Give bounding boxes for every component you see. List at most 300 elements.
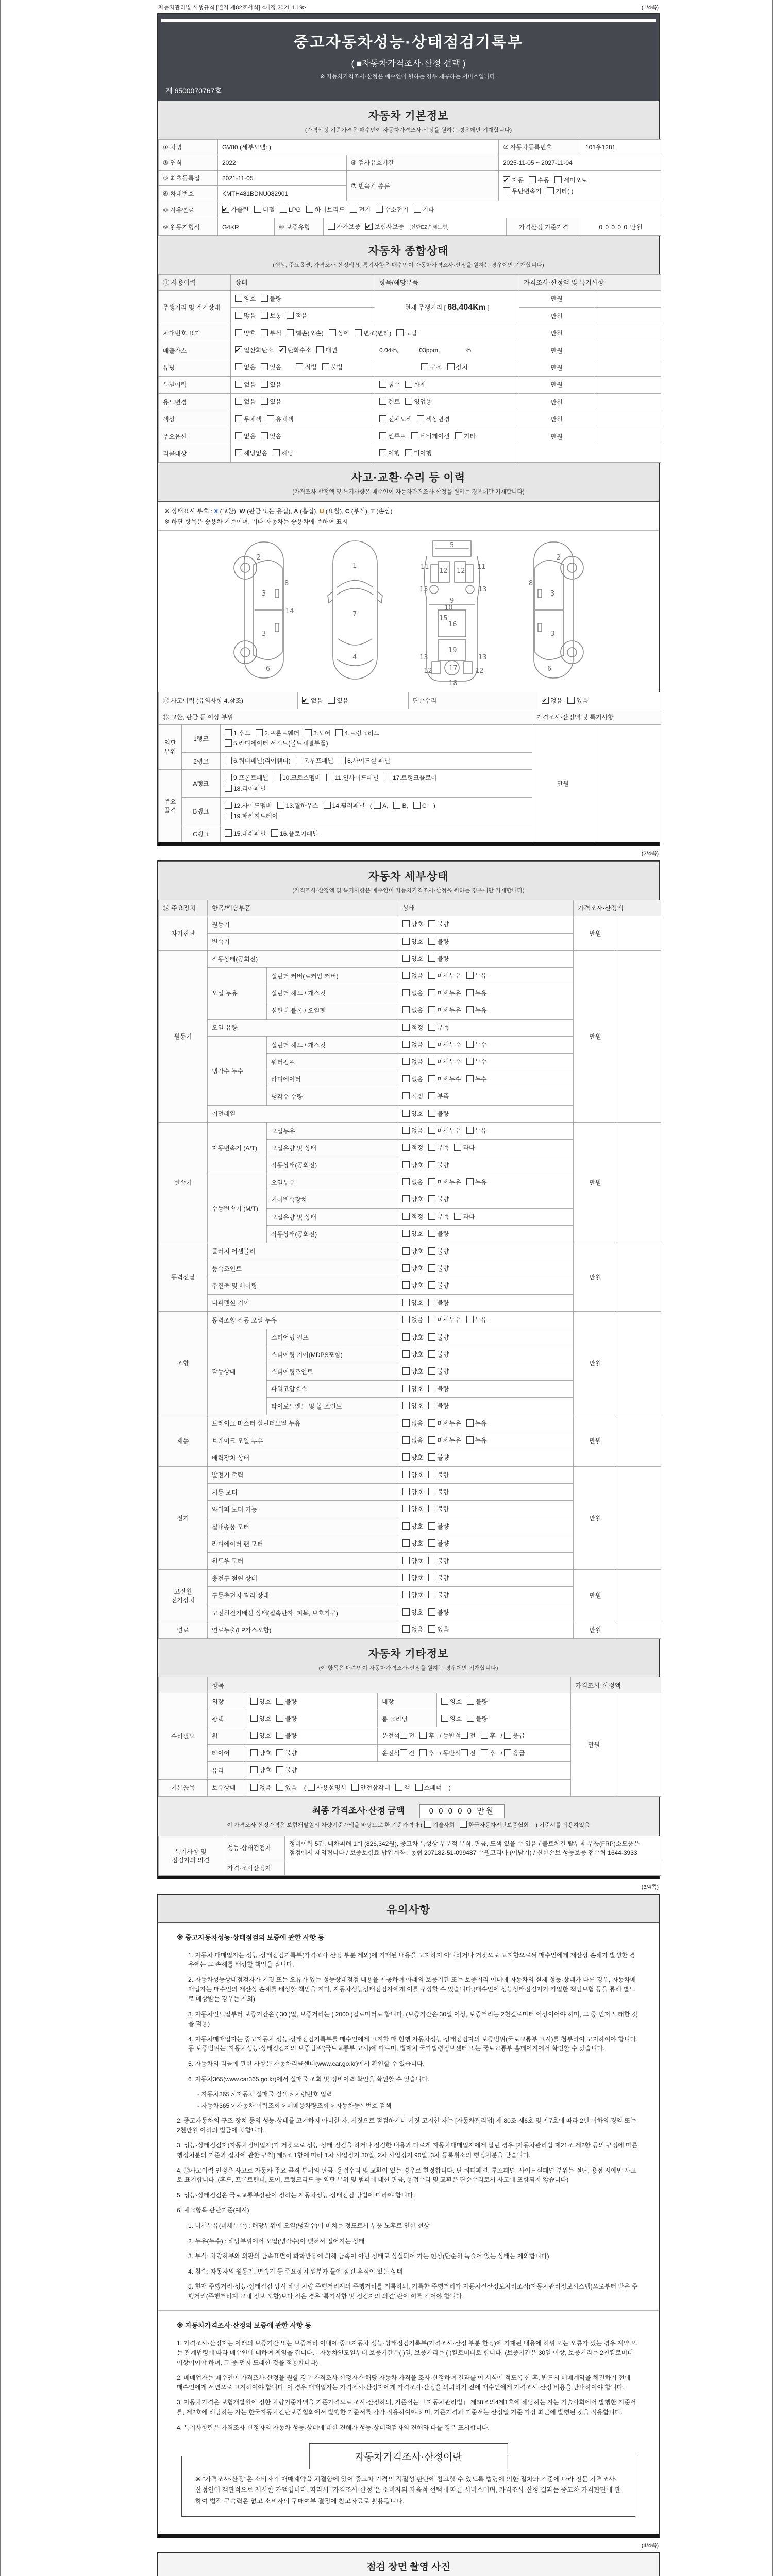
- checkbox-option[interactable]: 없음: [235, 362, 256, 372]
- checkbox-option[interactable]: 불량: [428, 1160, 449, 1171]
- checkbox-option[interactable]: 장치: [447, 362, 468, 372]
- checkbox-option[interactable]: 있음: [428, 1624, 449, 1635]
- checkbox-option[interactable]: 하이브리드: [306, 205, 345, 215]
- table-row: [159, 1860, 661, 1875]
- checkbox-option[interactable]: 9.프론트패널: [225, 773, 268, 783]
- checkbox-box: [225, 774, 232, 781]
- checkbox-option[interactable]: 양호: [250, 1714, 271, 1724]
- checkbox-box: [276, 1732, 283, 1739]
- checkbox-option[interactable]: 양호: [402, 1452, 423, 1463]
- checkbox-option[interactable]: 불량: [428, 1298, 449, 1308]
- checkbox-option[interactable]: 적정: [402, 1143, 423, 1153]
- checkbox-option[interactable]: 불법: [322, 362, 343, 372]
- checkbox-option[interactable]: 적정: [402, 1023, 423, 1033]
- checkbox-option[interactable]: 없음: [402, 988, 423, 998]
- form-cell: 작동상태: [208, 1329, 267, 1415]
- checkbox-box: [402, 1247, 410, 1255]
- checkbox-option[interactable]: 있음: [276, 1783, 297, 1793]
- checkbox-option[interactable]: 양호: [441, 1714, 462, 1724]
- checkbox-box: [329, 329, 336, 336]
- checkbox-box: [428, 1505, 435, 1512]
- checkbox-option[interactable]: 한국자동차진단보증협회: [460, 1821, 529, 1831]
- section-basic-info: [158, 101, 659, 140]
- checkbox-option[interactable]: 누유: [466, 988, 487, 998]
- checkbox-option[interactable]: 양호: [402, 1487, 423, 1497]
- checkbox-option[interactable]: 기술사회: [424, 1821, 455, 1831]
- checkbox-option[interactable]: 양호: [250, 1748, 271, 1758]
- notice-item: 1. 자동차 매매업자는 성능·상태점검기록부(가격조사·산정 부분 제외)에 기재된 내용을 고지하지 아니하거나 거짓으로 고지함으로써 매수인에게 재산상 손해가 발생한 경우에는 그 손해를 배상할 책임을 집니다.: [188, 1951, 635, 1969]
- checkbox-option[interactable]: 불량: [428, 1487, 449, 1497]
- checkbox-option[interactable]: 사용설명서: [308, 1783, 346, 1793]
- checkbox-option[interactable]: 누수: [466, 1057, 487, 1067]
- checkbox-option[interactable]: 누수: [466, 1040, 487, 1050]
- checkbox-option[interactable]: 13.휠하우스: [277, 801, 318, 811]
- checkbox-option[interactable]: 누유: [466, 1126, 487, 1136]
- checkbox-option[interactable]: 17.트렁크플로어: [384, 773, 437, 783]
- checkbox-option[interactable]: ✔자동: [503, 175, 524, 185]
- checkbox-option[interactable]: 미세누유: [428, 1177, 461, 1188]
- form-cell: 와이퍼 모터 기능: [208, 1501, 398, 1518]
- checkbox-option[interactable]: 썬루프: [379, 431, 406, 442]
- checkbox-option[interactable]: 불량: [276, 1765, 297, 1775]
- checkbox-option[interactable]: 없음: [402, 1624, 423, 1635]
- checkbox-option[interactable]: 양호: [402, 1607, 423, 1618]
- form-cell: [398, 1277, 574, 1294]
- checkbox-option[interactable]: 미세누수: [428, 1057, 461, 1067]
- checkbox-box: [235, 346, 242, 353]
- checkbox-option[interactable]: 영업용: [405, 397, 432, 407]
- checkbox-option[interactable]: 없음: [402, 1074, 423, 1084]
- checkbox-option[interactable]: 안전삼각대: [351, 1783, 390, 1793]
- checkbox-box: [402, 1539, 410, 1547]
- text-span: ※ 상태표시 부호 :: [164, 507, 214, 515]
- checkbox-box: [402, 1110, 410, 1117]
- checkbox-option[interactable]: 네비게이션: [411, 431, 450, 442]
- checkbox-option[interactable]: 미세누유: [428, 988, 461, 998]
- checkbox-option[interactable]: 유채색: [267, 414, 294, 425]
- checkbox-option[interactable]: 불량: [428, 1573, 449, 1583]
- checkbox-option[interactable]: 미세누수: [428, 1074, 461, 1084]
- checkbox-option[interactable]: 기타: [414, 205, 434, 215]
- form-cell: [594, 342, 661, 359]
- checkbox-option[interactable]: 불량: [428, 1384, 449, 1394]
- checkbox-option[interactable]: 색상변경: [417, 414, 449, 425]
- checkbox-option[interactable]: 8.사이드실 패널: [339, 756, 390, 766]
- checkbox-option[interactable]: ✔ 가솔린: [222, 205, 249, 215]
- checkbox-option[interactable]: 불량: [428, 1349, 449, 1360]
- checkbox-option[interactable]: 없음: [402, 1126, 423, 1136]
- form-cell: 구동축전지 격리 상태: [208, 1587, 398, 1604]
- checkbox-option[interactable]: 양호: [250, 1765, 271, 1775]
- checkbox-option[interactable]: 세미오토: [554, 175, 587, 185]
- form-cell: [231, 308, 375, 325]
- checkbox-option[interactable]: 후: [419, 1748, 434, 1758]
- checkbox-option[interactable]: 양호: [402, 1366, 423, 1377]
- form-cell: [398, 1157, 574, 1174]
- checkbox-option[interactable]: 부식: [261, 328, 281, 338]
- checkbox-option[interactable]: 훼손(오손): [287, 328, 323, 338]
- checkbox-option[interactable]: 양호: [402, 1538, 423, 1549]
- checkbox-option[interactable]: 불량: [428, 1109, 449, 1119]
- checkbox-option[interactable]: 누유: [466, 1435, 487, 1446]
- checkbox-option[interactable]: 해당없음: [235, 448, 267, 459]
- checkbox-option[interactable]: 1.후드: [225, 728, 250, 738]
- checkbox-option[interactable]: 2.프론트휀더: [256, 728, 299, 738]
- checkbox-option[interactable]: 디젤: [254, 205, 275, 215]
- checkbox-option[interactable]: ✔ 탄화수소: [279, 345, 311, 355]
- form-cell: 브레이크 마스터 실린더오일 누유: [208, 1415, 398, 1432]
- checkbox-box: [402, 1006, 410, 1013]
- checkbox-option[interactable]: 없음: [402, 1177, 423, 1188]
- checkbox-option[interactable]: 누유: [466, 1315, 487, 1325]
- checkbox-option[interactable]: 전: [400, 1731, 415, 1741]
- checkbox-box: [402, 1505, 410, 1512]
- checkbox-option[interactable]: 불량: [428, 1538, 449, 1549]
- checkbox-option[interactable]: 기타: [455, 431, 476, 442]
- form-cell: [398, 1226, 574, 1243]
- checkbox-option[interactable]: 무채색: [235, 414, 262, 425]
- checkbox-option[interactable]: 응급: [504, 1748, 525, 1758]
- checkbox-option[interactable]: 과다: [454, 1143, 475, 1153]
- checkbox-option[interactable]: 침수: [379, 380, 400, 390]
- checkbox-option[interactable]: 불량: [467, 1714, 488, 1724]
- form-cell: ② 자동차등록번호: [499, 140, 581, 155]
- checkbox-option[interactable]: 없음: [250, 1783, 271, 1793]
- form-cell: [231, 445, 375, 462]
- form-cell: [375, 376, 519, 393]
- checkbox-option[interactable]: 양호: [402, 919, 423, 929]
- checkbox-option[interactable]: 해당: [273, 448, 293, 459]
- checkbox-option[interactable]: 10.크로스멤버: [274, 773, 321, 783]
- checkbox-option[interactable]: 무단변속기: [503, 186, 542, 196]
- checkbox-option[interactable]: 불량: [428, 1332, 449, 1343]
- form-cell: 만원: [519, 376, 594, 393]
- form-cell: [398, 933, 574, 950]
- checkbox-option[interactable]: 보통: [261, 311, 281, 321]
- checkbox-option[interactable]: 양호: [402, 954, 423, 964]
- checkbox-option[interactable]: 없음: [235, 397, 256, 407]
- checkbox-option[interactable]: 양호: [402, 1280, 423, 1291]
- checkbox-option[interactable]: 구조: [421, 362, 442, 372]
- checkbox-option[interactable]: 19.패키지트레이: [225, 811, 278, 821]
- form-cell: 라디에이터: [267, 1071, 398, 1088]
- section-detail-state: [158, 861, 659, 900]
- form-cell: [617, 916, 661, 951]
- checkbox-box: [261, 432, 268, 439]
- checkbox-option[interactable]: 상이: [329, 328, 349, 338]
- form-cell: [231, 290, 375, 307]
- checkbox-option[interactable]: 적정: [402, 1212, 423, 1222]
- checkbox-option[interactable]: 부족: [428, 1212, 449, 1222]
- checkbox-option[interactable]: C: [413, 801, 427, 811]
- checkbox-option[interactable]: 양호: [402, 1109, 423, 1119]
- checkbox-option[interactable]: 없음: [402, 971, 423, 981]
- section-subtitle: (가격조사·산정액 및 특기사항은 매수인이 자동차가격조사·산정을 원하는 경우에만 기재합니다): [292, 488, 525, 495]
- checkbox-option[interactable]: LPG: [280, 205, 301, 215]
- checkbox-option[interactable]: 불량: [428, 1470, 449, 1480]
- checkbox-option[interactable]: 수소전기: [376, 205, 408, 215]
- checkbox-option[interactable]: 없음: [402, 1315, 423, 1325]
- form-cell: [398, 1329, 574, 1346]
- checkbox-option[interactable]: 불량: [276, 1748, 297, 1758]
- checkbox-option[interactable]: 양호: [402, 1556, 423, 1566]
- checkbox-option[interactable]: 미세누유: [428, 1418, 461, 1429]
- checkbox-option[interactable]: 누유: [466, 971, 487, 981]
- checkbox-option[interactable]: 미세누수: [428, 1040, 461, 1050]
- checkbox-option[interactable]: 화재: [405, 380, 426, 390]
- checkbox-option[interactable]: 7.루프패널: [296, 756, 333, 766]
- checkbox-option[interactable]: 불량: [467, 1697, 488, 1707]
- checkbox-option[interactable]: 전체도색: [379, 414, 412, 425]
- table-row: [159, 1677, 661, 1693]
- checkbox-option[interactable]: 양호: [402, 1401, 423, 1411]
- checkbox-option[interactable]: 변조(변타): [355, 328, 391, 338]
- checkbox-option[interactable]: ✔ 없음: [542, 696, 562, 706]
- checkbox-option[interactable]: 렌트: [379, 397, 400, 407]
- checkbox-box: [466, 1006, 474, 1013]
- form-cell: 수동변속기 (M/T): [208, 1174, 267, 1243]
- checkbox-option[interactable]: 18.리어패널: [225, 784, 266, 794]
- form-cell: 만원: [519, 325, 594, 342]
- svg-text:2: 2: [556, 553, 561, 562]
- checkbox-option[interactable]: 미이행: [405, 448, 432, 459]
- checkbox-option[interactable]: 잭: [395, 1783, 410, 1793]
- basic-info-table-row3-table: [158, 170, 661, 201]
- checkbox-option[interactable]: 부족: [428, 1143, 449, 1153]
- checkbox-option[interactable]: 양호: [402, 1504, 423, 1514]
- form-cell: ⑧ 사용연료: [159, 201, 218, 218]
- svg-text:17: 17: [448, 664, 458, 672]
- checkbox-option[interactable]: 있음: [328, 696, 348, 706]
- checkbox-option[interactable]: 전: [400, 1748, 415, 1758]
- form-cell: [221, 825, 532, 842]
- checkbox-box: [428, 1006, 435, 1013]
- basic-info-table-row1-table: [158, 139, 661, 155]
- basic-info-table-row1: [158, 139, 659, 155]
- form-cell: [231, 428, 375, 445]
- form-cell: [617, 1693, 661, 1796]
- form-cell: 만원: [519, 411, 594, 428]
- checkbox-option[interactable]: 11.인사이드패널: [326, 773, 379, 783]
- checkbox-option[interactable]: 불량: [261, 294, 281, 304]
- checkbox-option[interactable]: 도말: [396, 328, 417, 338]
- checkbox-option[interactable]: 이행: [379, 448, 400, 459]
- checkbox-box: [481, 1732, 488, 1739]
- form-cell: 실린더 헤드 / 개스킷: [267, 985, 398, 1002]
- checkbox-option[interactable]: 양호: [402, 1349, 423, 1360]
- text-span: T: [371, 507, 375, 515]
- checkbox-box: [276, 1698, 283, 1705]
- checkbox-box: [402, 1075, 410, 1082]
- checkbox-option[interactable]: 불량: [276, 1714, 297, 1724]
- form-cell: 만원: [532, 725, 594, 842]
- checkbox-option[interactable]: ✔ 보험사보증: [365, 222, 404, 232]
- form-cell: [437, 1710, 571, 1727]
- checkbox-box: [554, 176, 562, 183]
- checkbox-box: [466, 972, 474, 979]
- checkbox-option[interactable]: 후: [481, 1748, 496, 1758]
- checkbox-option[interactable]: 없음: [402, 1040, 423, 1050]
- checkbox-option[interactable]: 없음: [402, 1005, 423, 1015]
- checkbox-option[interactable]: 불량: [428, 1280, 449, 1291]
- checkbox-option[interactable]: 6.쿼터패널(리어휀더): [225, 756, 291, 766]
- checkbox-option[interactable]: 양호: [402, 1384, 423, 1394]
- checkbox-option[interactable]: 스패너: [415, 1783, 442, 1793]
- checkbox-option[interactable]: 적법: [296, 362, 316, 372]
- checkbox-box: [235, 312, 242, 319]
- checkbox-option[interactable]: 양호: [441, 1697, 462, 1707]
- checkbox-option[interactable]: 불량: [428, 1521, 449, 1532]
- checkbox-box: [402, 1608, 410, 1616]
- table-row: [159, 274, 661, 290]
- checkbox-option[interactable]: 양호: [402, 1332, 423, 1343]
- checkbox-option[interactable]: 양호: [402, 1573, 423, 1583]
- checkbox-option[interactable]: A,: [374, 801, 388, 811]
- checkbox-option[interactable]: 불량: [428, 1452, 449, 1463]
- checkbox-option[interactable]: 불량: [428, 954, 449, 964]
- checkbox-box: [235, 415, 242, 422]
- checkbox-option[interactable]: 양호: [402, 1470, 423, 1480]
- checkbox-option[interactable]: 미세누유: [428, 1126, 461, 1136]
- checkbox-box: [402, 1367, 410, 1375]
- checkbox-option[interactable]: 응급: [504, 1731, 525, 1741]
- checkbox-option[interactable]: 양호: [402, 1229, 423, 1239]
- checkbox-option[interactable]: 양호: [402, 1521, 423, 1532]
- checkbox-option[interactable]: 양호: [250, 1731, 271, 1741]
- checkbox-option[interactable]: 양호: [402, 1263, 423, 1274]
- checkbox-option[interactable]: 있음: [261, 362, 281, 372]
- checkbox-option[interactable]: 양호: [250, 1697, 271, 1707]
- form-cell: ⑭ 주요장치: [159, 900, 208, 916]
- other-info-table: [158, 1677, 659, 1797]
- checkbox-option[interactable]: 수동: [529, 175, 549, 185]
- checkbox-option[interactable]: 자가보증: [328, 222, 360, 232]
- checkbox-option[interactable]: 불량: [428, 919, 449, 929]
- checkbox-option[interactable]: 양호: [402, 1298, 423, 1308]
- checkbox-option[interactable]: 미세누유: [428, 1315, 461, 1325]
- checkbox-option[interactable]: 후: [481, 1731, 496, 1741]
- form-cell: [398, 1552, 574, 1569]
- checkbox-option[interactable]: 양호: [402, 1160, 423, 1171]
- checkbox-option[interactable]: 없음: [402, 1057, 423, 1067]
- checkbox-box: [235, 363, 242, 370]
- final-price-block: [158, 1797, 659, 1836]
- checkbox-option[interactable]: 양호: [235, 294, 256, 304]
- checkbox-option[interactable]: 과다: [454, 1212, 475, 1222]
- checkbox-option[interactable]: 불량: [428, 1263, 449, 1274]
- checkbox-option[interactable]: 양호: [402, 1590, 423, 1600]
- checkbox-option[interactable]: 불량: [428, 937, 449, 947]
- car-diagram-bottom: [408, 538, 496, 687]
- checkbox-option[interactable]: 미세누유: [428, 1005, 461, 1015]
- checkbox-box: [276, 1784, 283, 1791]
- checkbox-option[interactable]: 있음: [261, 431, 281, 442]
- checkbox-option[interactable]: 14.필러패널: [324, 801, 365, 811]
- checkbox-option[interactable]: 부족: [428, 1091, 449, 1101]
- checkbox-option[interactable]: B,: [393, 801, 408, 811]
- checkbox-option[interactable]: 불량: [428, 1246, 449, 1257]
- checkbox-option[interactable]: 전: [461, 1748, 476, 1758]
- checkbox-option[interactable]: 없음: [402, 1418, 423, 1429]
- checkbox-option[interactable]: 양호: [402, 1246, 423, 1257]
- text-span: 현재 주행거리 [: [405, 303, 448, 311]
- checkbox-option[interactable]: 불량: [428, 1366, 449, 1377]
- svg-text:6: 6: [547, 665, 551, 673]
- checkbox-option[interactable]: 없음: [235, 431, 256, 442]
- checkbox-option[interactable]: 불량: [276, 1697, 297, 1707]
- checkbox-option[interactable]: 후: [419, 1731, 434, 1741]
- form-cell: KMTH481BDNU082901: [218, 186, 347, 201]
- checkbox-box: [466, 1041, 474, 1048]
- checkbox-box: [428, 1419, 435, 1427]
- checkbox-option[interactable]: 전기: [350, 205, 371, 215]
- definition-box-text: ※ "가격조사·산정"은 소비자가 매매계약을 체결함에 있어 중고차 가격의 적절성 판단에 참고할 수 있도록 법령에 의한 절차와 기준에 따라 전문 가격조사·산정인이 객관적으로 제시한 가액입니다. 따라서 "가격조사·산정"은 소비자의 자율적 선택에 따른 서비스이며, 가격조사·산정 결과는 중고차 가격판단에 관하여 법적 구속력은 없고 소비자의 구매여부 결정에 참고자료로 활용됩니다.: [195, 2476, 620, 2505]
- checkbox-box: [296, 757, 303, 764]
- table-row: [159, 1415, 661, 1432]
- text-span: X: [214, 507, 219, 515]
- checkbox-box: [250, 1715, 258, 1722]
- checkbox-option[interactable]: 있음: [261, 397, 281, 407]
- checkbox-option[interactable]: 16.플로어패널: [271, 828, 318, 839]
- checkbox-option[interactable]: 부족: [428, 1023, 449, 1033]
- form-cell: [398, 1019, 574, 1036]
- checkbox-option[interactable]: 5.라디에이터 서포트(볼트체결부품): [225, 738, 328, 749]
- checkbox-option[interactable]: 기타( ): [547, 186, 574, 196]
- checkbox-option[interactable]: 누유: [466, 1005, 487, 1015]
- checkbox-option[interactable]: 불량: [428, 1401, 449, 1411]
- checkbox-option[interactable]: 매연: [316, 345, 337, 355]
- checkbox-option[interactable]: 누수: [466, 1074, 487, 1084]
- checkbox-option[interactable]: 적정: [402, 1091, 423, 1101]
- checkbox-option[interactable]: 4.트렁크리드: [335, 728, 379, 738]
- checkbox-option[interactable]: 없음: [235, 380, 256, 390]
- page-marker-4: (4/4쪽): [641, 2542, 659, 2549]
- checkbox-box: [280, 206, 287, 213]
- checkbox-option[interactable]: 불량: [276, 1731, 297, 1741]
- checkbox-option[interactable]: 적음: [287, 311, 307, 321]
- checkbox-option[interactable]: 없음: [402, 1435, 423, 1446]
- checkbox-box: [428, 920, 435, 927]
- checkbox-option[interactable]: 양호: [402, 937, 423, 947]
- checkbox-option[interactable]: 불량: [428, 1194, 449, 1205]
- checkbox-option[interactable]: 불량: [428, 1504, 449, 1514]
- form-cell: 만원: [519, 342, 594, 359]
- checkbox-option[interactable]: 불량: [428, 1590, 449, 1600]
- checkbox-option[interactable]: ✔ 일산화탄소: [235, 345, 274, 355]
- checkbox-option[interactable]: 있음: [567, 696, 588, 706]
- checkbox-option[interactable]: 누유: [466, 1418, 487, 1429]
- form-cell: [246, 1727, 378, 1744]
- checkbox-option[interactable]: 불량: [428, 1556, 449, 1566]
- checkbox-option[interactable]: 12.사이드멤버: [225, 801, 272, 811]
- checkbox-option[interactable]: 양호: [402, 1194, 423, 1205]
- checkbox-box: [379, 398, 386, 405]
- checkbox-option[interactable]: 15.대쉬패널: [225, 828, 266, 839]
- notice-item: 3. 부식: 차량하부와 외판의 금속표면이 화학반응에 의해 금속이 아닌 상태로 상실되어 가는 현상(단순히 녹슬어 있는 상태는 제외합니다): [188, 2252, 549, 2260]
- checkbox-option[interactable]: 3.도어: [305, 728, 330, 738]
- checkbox-option[interactable]: ✔ 없음: [302, 696, 323, 706]
- checkbox-option[interactable]: 많음: [235, 311, 256, 321]
- checkbox-option[interactable]: 불량: [428, 1607, 449, 1618]
- checkbox-option[interactable]: 불량: [428, 1229, 449, 1239]
- checkbox-option[interactable]: 양호: [235, 328, 256, 338]
- checkbox-option[interactable]: 미세누유: [428, 971, 461, 981]
- checkbox-option[interactable]: 전: [461, 1731, 476, 1741]
- checkbox-option[interactable]: 누유: [466, 1177, 487, 1188]
- checkbox-option[interactable]: 미세누유: [428, 1435, 461, 1446]
- form-cell: 성능·상태점검자: [223, 1836, 285, 1860]
- checkbox-option[interactable]: 있음: [261, 380, 281, 390]
